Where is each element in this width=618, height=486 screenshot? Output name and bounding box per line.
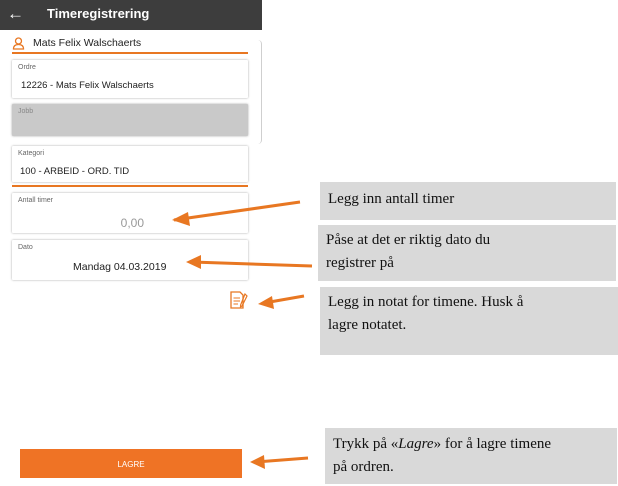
callout-hours — [320, 182, 616, 220]
antall-timer-label: Antall timer — [18, 197, 54, 204]
kategori-label: Kategori — [18, 150, 45, 157]
callout-save-suffix: » for å lagre timene — [433, 436, 552, 452]
callout-date-line2: registrer på — [326, 255, 394, 271]
save-button[interactable]: LAGRE — [20, 449, 242, 478]
page-title: Timeregistrering — [47, 6, 150, 21]
dato-label: Dato — [18, 244, 33, 251]
person-name: Mats Felix Walschaerts — [33, 37, 142, 49]
callout-save-line2: på ordren. — [333, 459, 394, 475]
dato-value: Mandag 04.03.2019 — [73, 261, 167, 273]
callout-save-prefix: Trykk på « — [333, 436, 399, 452]
arrow-head-date — [186, 255, 201, 269]
callout-date-line1: Påse at det er riktig dato du — [326, 232, 491, 248]
callout-save — [325, 428, 617, 484]
jobb-label: Jobb — [18, 108, 34, 115]
arrow-head-hours — [172, 212, 190, 226]
arrow-to-date — [192, 262, 312, 266]
ordre-label: Ordre — [18, 64, 36, 71]
callout-note — [320, 287, 618, 355]
callout-date — [318, 225, 616, 281]
ordre-value: 12226 - Mats Felix Walschaerts — [21, 80, 154, 91]
arrow-head-note — [258, 296, 274, 309]
callout-hours-text: Legg inn antall timer — [328, 191, 455, 207]
back-arrow-icon[interactable]: ← — [7, 4, 24, 23]
arrow-head-save — [250, 455, 265, 469]
kategori-value: 100 - ARBEID - ORD. TID — [20, 166, 130, 177]
callout-save-em: Lagre — [398, 436, 434, 452]
callout-note-line2: lagre notatet. — [328, 317, 407, 333]
antall-timer-value: 0,00 — [120, 216, 144, 230]
callout-note-line1: Legg in notat for timene. Husk å — [328, 294, 524, 310]
callout-save-line1 — [333, 433, 609, 456]
arrow-to-hours — [174, 202, 300, 220]
